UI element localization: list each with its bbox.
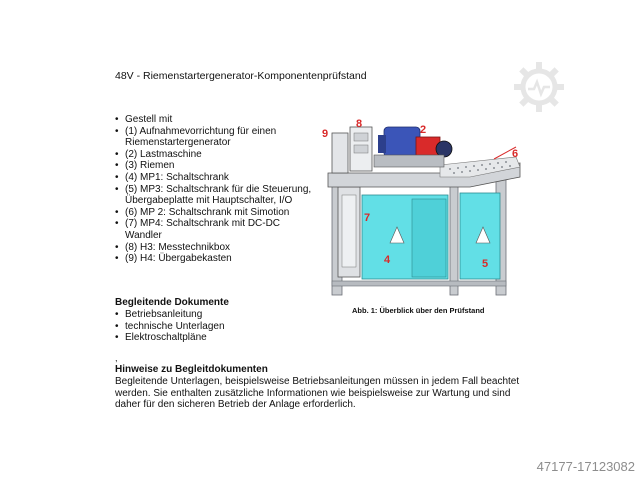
test-bench-figure [320,115,530,305]
list-item: • technische Unterlagen [115,321,225,333]
cabinet-mp1-side [412,199,446,277]
side-cabinet-door [342,195,356,267]
base-plate [374,155,444,167]
figure-label-9: 9 [322,128,329,140]
documents-heading: Begleitende Dokumente [115,297,229,308]
list-item: • (8) H3: Messtechnikbox [115,242,315,254]
listing-id: 47177-17123082 [536,459,635,474]
figure-label-7: 7 [364,212,371,224]
list-item: • (3) Riemen [115,160,315,172]
frame-leg [450,171,458,295]
gear-icon [512,60,566,114]
figure-label-4: 4 [384,254,391,266]
hints-text: Begleitende Unterlagen, beispielsweise Betriebsanleitungen müssen in jedem Fall beachtet werden. Sie enthalten zusätzliche Informationen wie beispielsweise zur Wartung und sind daher für den sicheren Betrieb der Anlage erforderlich. [115,376,520,411]
frame-bottom [332,281,506,286]
figure-label-6: 6 [512,148,519,160]
list-item: • (2) Lastmaschine [115,149,315,161]
list-item: • (7) MP4: Schaltschrank mit DC-DC Wandler [115,218,315,241]
documents-list [115,309,225,344]
list-item: • (6) MP 2: Schaltschrank mit Simotion [115,207,315,219]
list-item: • (1) Aufnahmevorrichtung für einen Riemenstartergenerator [115,126,315,149]
figure-label-2: 2 [420,124,427,136]
figure-label-5: 5 [482,258,489,270]
list-item: • Gestell mit [115,114,315,126]
generator [436,141,452,157]
component-list [115,114,315,265]
list-item: • (4) MP1: Schaltschrank [115,172,315,184]
load-machine [384,127,420,157]
list-item: • (9) H4: Übergabekasten [115,253,315,265]
hints-heading: Hinweise zu Begleitdokumenten [115,364,268,375]
page-title: 48V - Riemenstartergenerator-Komponentenprüfstand [115,70,367,82]
separator-mark: , [115,353,118,363]
box-h4 [332,133,348,173]
list-item: • Betriebsanleitung [115,309,225,321]
figure-caption: Abb. 1: Überblick über den Prüfstand [352,306,485,315]
list-item: • (5) MP3: Schaltschrank für die Steuerung, Übergabeplatte mit Hauptschalter, I/O [115,184,315,207]
figure-label-8: 8 [356,118,363,130]
list-item: • Elektroschaltpläne [115,332,225,344]
